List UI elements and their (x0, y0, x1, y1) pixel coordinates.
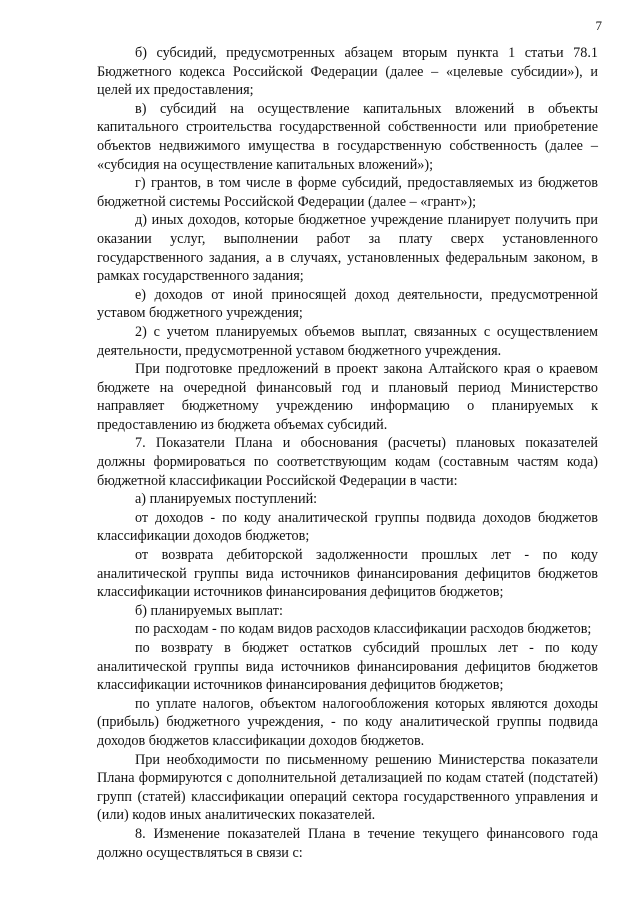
page-number: 7 (595, 18, 602, 33)
paragraph-v-capital-investment-subsidies: в) субсидий на осуществление капитальных вложений в объекты капитального строительства государственной собственности или приобретение объектов недвижимого имущества в государственную собственность (далее – «субсидия на осуществление капитальных вложений»); (97, 100, 598, 173)
paragraph-d-other-income: д) иных доходов, которые бюджетное учреждение планирует получить при оказании услуг, выполнении работ за плату сверх установленного государственного задания, а в случаях, установленных федеральным законом, в рамках государственного задания; (97, 212, 598, 285)
paragraph-e-income-generating-activity: е) доходов от иной приносящей доход деятельности, предусмотренной уставом бюджетного учреждения; (97, 286, 598, 322)
paragraph-b-planned-payments: б) планируемых выплат: (135, 602, 283, 619)
paragraph-budget-proposals: При подготовке предложений в проект закона Алтайского края о краевом бюджете на очередной финансовый год и плановый период Министерство направляет бюджетному учреждению информацию о планируемых к предоставлению из бюджета объемах субсидий. (97, 361, 598, 433)
paragraph-g-grants: г) грантов, в том числе в форме субсидий, предоставляемых из бюджетов бюджетной системы Российской Федерации (далее – «грант»); (97, 175, 598, 210)
paragraph-2-planned-payments: 2) с учетом планируемых объемов выплат, связанных с осуществлением деятельности, предусмотренной уставом бюджетного учреждения. (97, 323, 598, 359)
paragraph-from-receivables-return: от возврата дебиторской задолженности прошлых лет - по коду аналитической группы вида источников финансирования дефицитов бюджетов классификации источников финансирования дефицитов бюджетов; (97, 547, 598, 601)
paragraph-7-plan-indicators: 7. Показатели Плана и обоснования (расчеты) плановых показателей должны формироваться по соответствующим кодам (составным частям кода) бюджетной классификации Российской Федерации в части: (97, 435, 598, 489)
paragraph-a-planned-receipts: а) планируемых поступлений: (135, 491, 318, 508)
document-body (97, 44, 598, 862)
paragraph-b-target-subsidies: б) субсидий, предусмотренных абзацем вторым пункта 1 статьи 78.1 Бюджетного кодекса Российской Федерации (далее – «целевые субсидии»), и целей их предоставления; (97, 45, 598, 99)
paragraph-8-plan-changes: 8. Изменение показателей Плана в течение текущего финансового года должно осуществляться в связи с: (97, 825, 598, 861)
paragraph-by-expenses: по расходам - по кодам видов расходов классификации расходов бюджетов; (135, 621, 592, 638)
paragraph-tax-payments: по уплате налогов, объектом налогообложения которых являются доходы (прибыль) бюджетного учреждения, - по коду аналитической группы подвида доходов бюджетов классификации доходов бюджетов. (97, 695, 598, 749)
paragraph-subsidy-balance-return: по возврату в бюджет остатков субсидий прошлых лет - по коду аналитической группы вида источников финансирования дефицитов бюджетов классификации источников финансирования дефицитов бюджетов; (97, 640, 598, 694)
paragraph-from-income: от доходов - по коду аналитической группы подвида доходов бюджетов классификации доходов бюджетов; (97, 509, 598, 545)
paragraph-additional-detailing: При необходимости по письменному решению Министерства показатели Плана формируются с дополнительной детализацией по кодам статей (подстатей) групп (статей) классификации операций сектора государственного управления и (или) кодов иных аналитических показателей. (97, 751, 598, 824)
